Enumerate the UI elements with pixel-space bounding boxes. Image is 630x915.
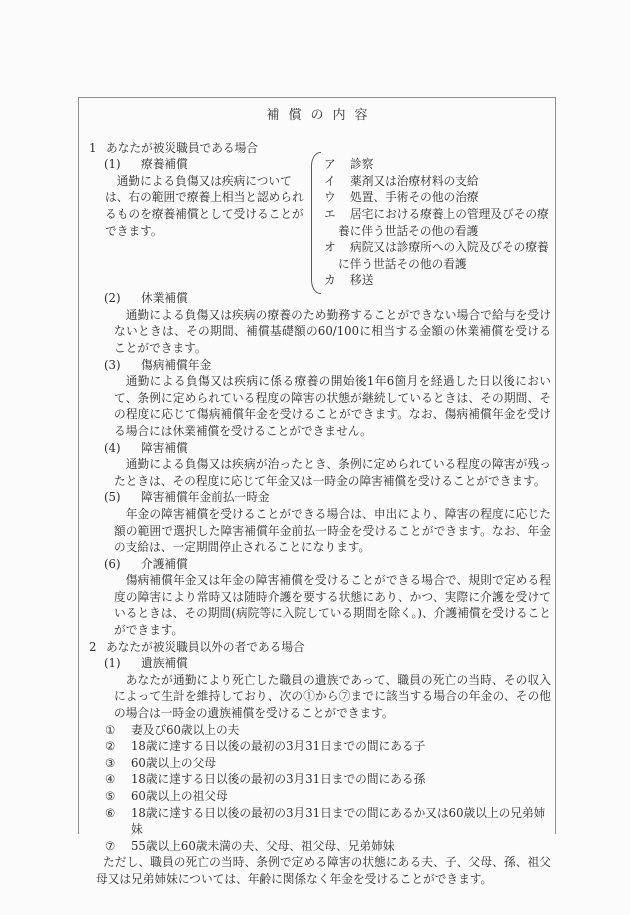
survivor-item bbox=[105, 738, 555, 755]
section-heading: あなたが被災職員である場合 bbox=[106, 140, 258, 155]
survivor-item bbox=[105, 722, 555, 739]
section-heading: あなたが被災職員以外の者である場合 bbox=[106, 639, 305, 654]
subsection-label: (6) bbox=[104, 556, 121, 571]
subsection-body: 通勤による負傷又は疾病の療養のため勤務することができない場合で給与を受けないときは、その期間、補償基礎額の60/100に相当する金額の休業補償を受けることができます。 bbox=[114, 307, 551, 355]
survivor-item bbox=[105, 838, 555, 855]
care-item-kana: ウ bbox=[324, 190, 336, 205]
subsection-1-5 bbox=[79, 489, 555, 555]
subsection-title: 障害補償 bbox=[141, 440, 188, 455]
survivor-item bbox=[105, 788, 555, 805]
subsection-body: 通勤による負傷又は疾病については、右の範囲で療養上相当と認められるものを療養補償として受けることができます。 bbox=[105, 173, 304, 238]
subsection-1-2 bbox=[79, 290, 555, 356]
survivor-item-number: ⑥ bbox=[105, 805, 116, 820]
care-item bbox=[324, 156, 557, 173]
care-item bbox=[324, 239, 557, 272]
care-item-text: 居宅における療養上の管理及びその療養に伴う世話その他の看護 bbox=[338, 206, 549, 238]
care-item-kana: オ bbox=[324, 240, 336, 255]
care-item bbox=[324, 189, 557, 206]
subsection-body: 通勤による負傷又は疾病が治ったとき、条例に定められている程度の障害が残ったときは、その程度に応じて年金又は一時金の障害補償を受けることができます。 bbox=[114, 457, 551, 488]
care-item-kana: イ bbox=[324, 173, 336, 188]
survivor-item-text: 妻及び60歳以上の夫 bbox=[131, 722, 240, 737]
care-item-kana: ア bbox=[324, 157, 336, 172]
survivor-item-number: ① bbox=[105, 722, 116, 737]
section-1 bbox=[79, 140, 555, 639]
subsection-1-4 bbox=[79, 440, 555, 490]
subsection-body: 通勤による負傷又は疾病に係る療養の開始後1年6箇月を経過した日以後において、条例に定められている程度の障害の状態が継続しているときは、その期間、その程度に応じて傷病補償年金を受けることができます。なお、傷病補償年金を受ける場合には休業補償を受けることができません。 bbox=[114, 374, 551, 438]
care-item-text: 診察 bbox=[350, 157, 374, 172]
subsection-label: (1) bbox=[104, 656, 121, 671]
survivor-item-text: 18歳に達する日以後の最初の3月31日までの間にある孫 bbox=[131, 772, 426, 787]
care-item-text: 移送 bbox=[350, 273, 374, 288]
survivor-item-text: 18歳に達する日以後の最初の3月31日までの間にある子 bbox=[131, 739, 426, 754]
subsection-heading-row bbox=[79, 440, 555, 457]
subsection-title: 休業補償 bbox=[141, 291, 188, 306]
subsection-title: 介護補償 bbox=[141, 556, 188, 571]
subsection-body: 年金の障害補償を受けることができる場合は、申出により、障害の程度に応じた額の範囲で選択した障害補償年金前払一時金を受けることができます。なお、年金の支給は、一定期間停止されることになります。 bbox=[114, 506, 551, 555]
subsection-1-1 bbox=[79, 156, 555, 290]
care-item-text: 薬剤又は治療材料の支給 bbox=[350, 173, 479, 188]
subsection-body: あなたが通勤により死亡した職員の遺族であって、職員の死亡の当時、その収入によって生計を維持しており、次の①から⑦までに該当する場合の年金の、その他の場合は一時金の遺族補償を受けることができます。 bbox=[114, 672, 551, 721]
survivor-item bbox=[105, 771, 555, 788]
survivor-item-number: ⑤ bbox=[105, 789, 116, 803]
subsection-heading-row bbox=[79, 357, 555, 374]
subsection-label: (2) bbox=[104, 291, 121, 306]
section-2 bbox=[79, 639, 555, 888]
subsection-title: 傷病補償年金 bbox=[141, 357, 212, 372]
care-item-text: 処置、手術その他の治療 bbox=[350, 190, 479, 205]
care-item bbox=[324, 173, 557, 190]
survivor-item-number: ③ bbox=[105, 755, 116, 770]
subsection-1-6 bbox=[79, 556, 555, 639]
care-item-text: 病院又は診療所への入院及びその療養に伴う世話その他の看護 bbox=[338, 240, 549, 271]
section-number: 1 bbox=[89, 140, 97, 155]
medical-care-list bbox=[324, 156, 557, 289]
subsection-2-1 bbox=[79, 655, 555, 887]
left-parenthesis-brace bbox=[311, 152, 321, 294]
care-item bbox=[324, 272, 557, 289]
survivor-item-number: ② bbox=[105, 739, 116, 754]
subsection-label: (4) bbox=[104, 440, 121, 455]
survivor-item bbox=[105, 805, 555, 838]
subsection-heading-row bbox=[79, 489, 555, 506]
survivor-item-number: ⑦ bbox=[105, 838, 116, 853]
subsection-label: (1) bbox=[104, 157, 121, 172]
subsection-label: (5) bbox=[104, 490, 121, 505]
subsection-1-3 bbox=[79, 357, 555, 440]
subsection-title: 障害補償年金前払一時金 bbox=[141, 490, 270, 505]
survivor-item-text: 60歳以上の父母 bbox=[131, 755, 216, 770]
document-box bbox=[78, 97, 556, 886]
subsection-heading-row bbox=[79, 556, 555, 573]
subsection-label: (3) bbox=[104, 357, 121, 372]
survivor-list bbox=[105, 722, 555, 855]
survivor-note: ただし、職員の死亡の当時、条例で定める障害の状態にある夫、子、父母、孫、祖父母又は兄弟姉妹については、年齢に関係なく年金を受けることができます。 bbox=[96, 855, 551, 886]
subsection-title: 遺族補償 bbox=[141, 656, 188, 671]
care-item-kana: エ bbox=[324, 206, 336, 221]
subsection-heading-row bbox=[79, 655, 555, 672]
subsection-body: 傷病補償年金又は年金の障害補償を受けることができる場合で、規則で定める程度の障害により常時又は随時介護を要する状態にあり、かつ、実際に介護を受けているときは、その期間(病院等に入院している期間を除く。)、介護補償を受けることができます。 bbox=[114, 573, 551, 638]
survivor-item bbox=[105, 755, 555, 772]
survivor-item-number: ④ bbox=[105, 772, 116, 787]
care-item bbox=[324, 206, 557, 239]
section-2-heading-row bbox=[79, 639, 555, 656]
subsection-title: 療養補償 bbox=[141, 157, 188, 172]
survivor-item-text: 60歳以上の祖父母 bbox=[131, 789, 228, 803]
section-number: 2 bbox=[89, 639, 97, 654]
care-item-kana: カ bbox=[324, 273, 336, 288]
document-title: 補償の内容 bbox=[266, 108, 377, 123]
survivor-item-text: 55歳以上60歳未満の夫、父母、祖父母、兄弟姉妹 bbox=[131, 838, 395, 853]
survivor-item-text: 18歳に達する日以後の最初の3月31日までの間にあるか又は60歳以上の兄弟姉妹 bbox=[131, 805, 546, 837]
